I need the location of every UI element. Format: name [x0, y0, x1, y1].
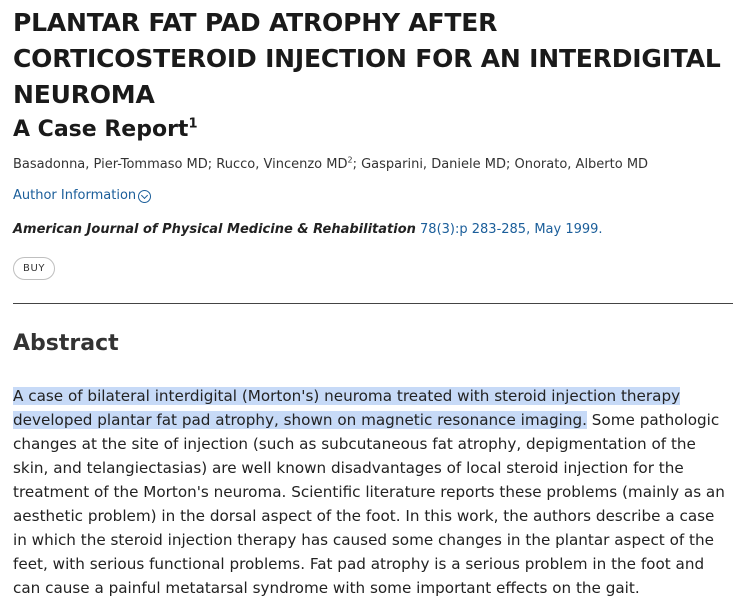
abstract-body — [13, 384, 733, 600]
citation-link[interactable]: 78(3):p 283-285, May 1999. — [420, 222, 603, 237]
section-divider — [13, 303, 733, 304]
journal-name: American Journal of Physical Medicine & Rehabilitation — [13, 222, 416, 237]
abstract-heading: Abstract — [13, 331, 119, 356]
buy-button[interactable]: BUY — [13, 257, 55, 280]
subtitle-footnote[interactable]: 1 — [188, 116, 198, 132]
author-information-toggle[interactable] — [13, 187, 151, 205]
author-information-label[interactable]: Author Information — [13, 188, 137, 203]
chevron-down-icon[interactable] — [138, 190, 151, 203]
author-list — [13, 156, 733, 174]
abstract-rest: Some pathologic changes at the site of injection (such as subcutaneous fat atrophy, depigmentation of the skin, and telangiectasias) are well known disadvantages of local steroid injection for the treatment of the Morton's neuroma. Scientific literature reports these problems (mainly as an aesthetic problem) in the dorsal aspect of the foot. In this work, the authors describe a case in which the steroid injection therapy has caused some changes in the plantar aspect of the feet, with serious functional problems. Fat pad atrophy is a serious problem in the foot and can cause a painful metatarsal syndrome with some important effects on the gait. — [13, 411, 725, 597]
article-subtitle — [13, 115, 733, 145]
subtitle-text: A Case Report — [13, 117, 189, 142]
journal-citation — [13, 221, 733, 239]
authors-part-2: ; Gasparini, Daniele MD; Onorato, Alberto MD — [352, 157, 649, 172]
author-footnote[interactable]: 2 — [347, 155, 353, 165]
highlighted-selection: A case of bilateral interdigital (Morton's) neuroma treated with steroid injection therapy developed plantar fat pad atrophy, shown on magnetic resonance imaging. — [13, 387, 681, 429]
authors-part-1: Basadonna, Pier-Tommaso MD; Rucco, Vincenzo MD — [13, 157, 348, 172]
article-title: PLANTAR FAT PAD ATROPHY AFTER CORTICOSTEROID INJECTION FOR AN INTERDIGITAL NEUROMA — [13, 8, 721, 109]
